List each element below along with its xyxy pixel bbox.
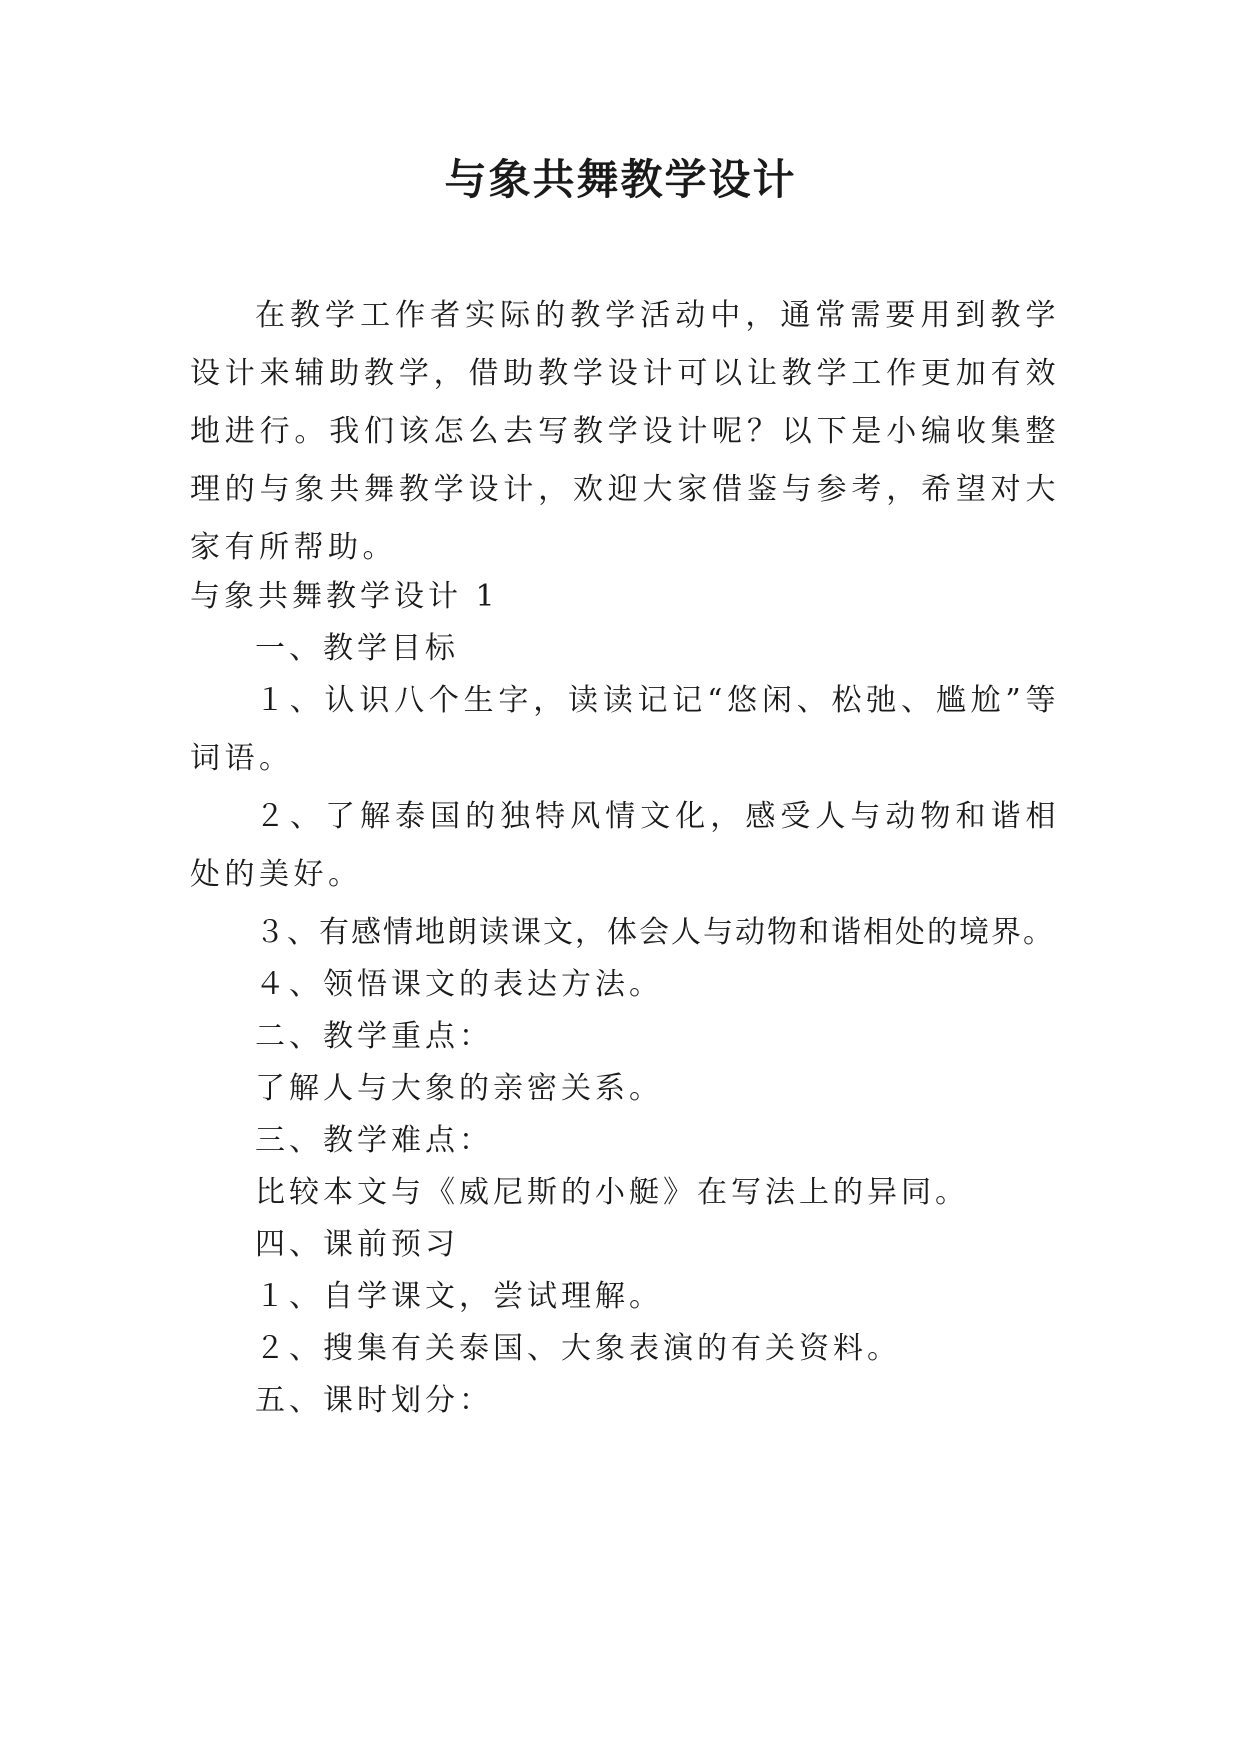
periods-heading: 五、课时划分： <box>255 1383 493 1418</box>
key-points-heading: 二、教学重点： <box>255 1019 493 1054</box>
goal-item-1: １、认识八个生字，读读记记“悠闲、松弛、尴尬”等词语。 <box>190 683 1060 776</box>
goal-item-3: ３、有感情地朗读课文，体会人与动物和谐相处的境界。 <box>255 915 1055 950</box>
goals-heading: 一、教学目标 <box>255 631 459 666</box>
goal-item-4: ４、领悟课文的表达方法。 <box>255 967 663 1002</box>
preview-item-1: １、自学课文，尝试理解。 <box>255 1279 663 1314</box>
difficulty-text: 比较本文与《威尼斯的小艇》在写法上的异同。 <box>255 1175 969 1210</box>
goal-item-2: ２、了解泰国的独特风情文化，感受人与动物和谐相处的美好。 <box>190 799 1060 892</box>
document-title: 与象共舞教学设计 <box>444 155 797 204</box>
intro-paragraph: 在教学工作者实际的教学活动中，通常需要用到教学设计来辅助教学，借助教学设计可以让教学工作更加有效地进行。我们该怎么去写教学设计呢？以下是小编收集整理的与象共舞教学设计，欢迎大家借鉴与参考，希望对大家有所帮助。 <box>190 298 1060 565</box>
section-heading: 与象共舞教学设计 1 <box>190 579 499 614</box>
preview-item-2: ２、搜集有关泰国、大象表演的有关资料。 <box>255 1331 901 1366</box>
preview-heading: 四、课前预习 <box>255 1227 459 1262</box>
difficulty-heading: 三、教学难点： <box>255 1123 493 1158</box>
key-points-text: 了解人与大象的亲密关系。 <box>255 1071 663 1106</box>
